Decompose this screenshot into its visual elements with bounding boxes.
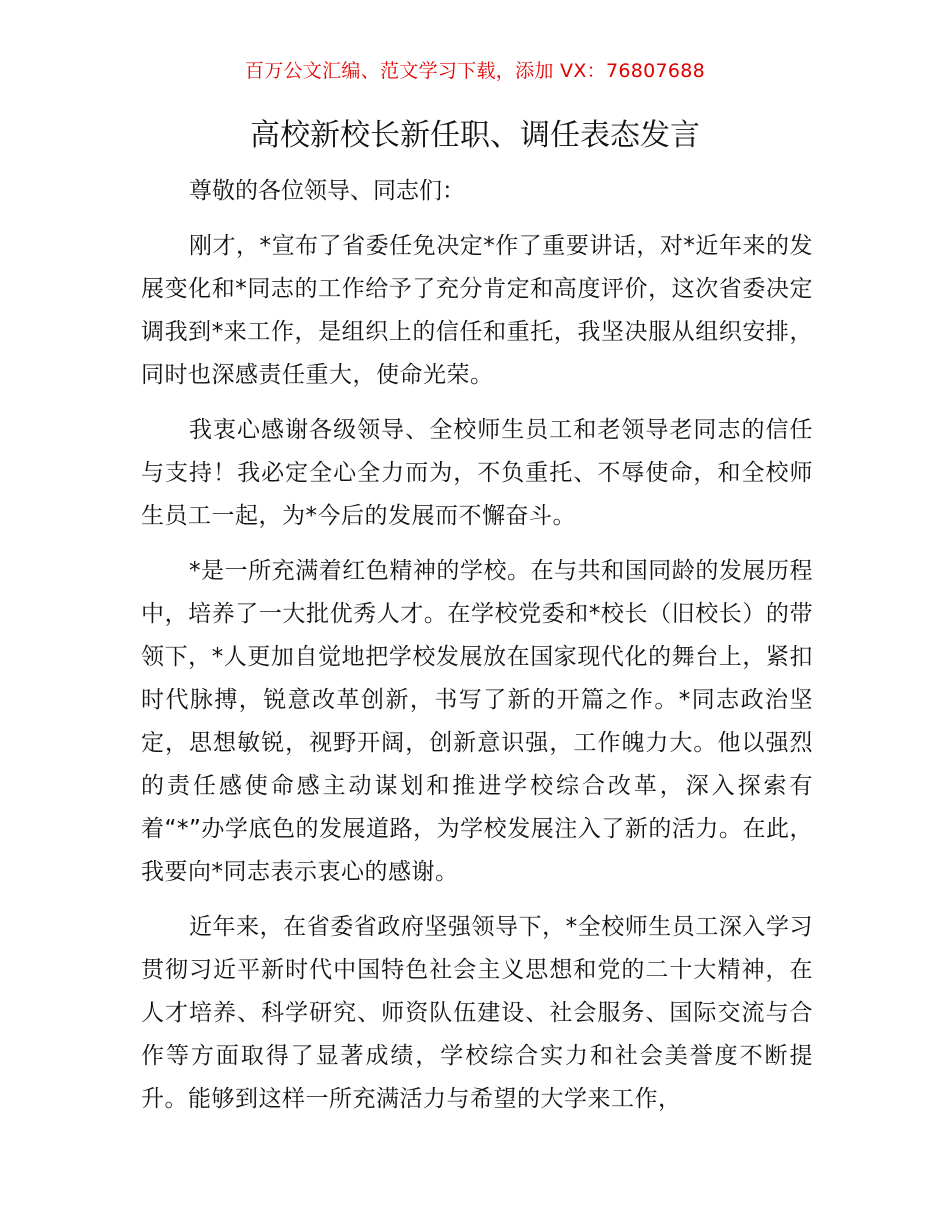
- paragraph-4: 近年来，在省委省政府坚强领导下，*全校师生员工深入学习贯彻习近平新时代中国特色社会主义思想和党的二十大精神，在人才培养、科学研究、师资队伍建设、社会服务、国际交流与合作等方面取得了显著成绩，学校综合实力和社会美誉度不断提升。能够到这样一所充满活力与希望的大学来工作，: [141, 914, 813, 1112]
- salutation: 尊敬的各位领导、同志们：: [189, 178, 465, 204]
- document-title: 高校新校长新任职、调任表态发言: [250, 118, 700, 153]
- watermark-banner: 百万公文汇编、范文学习下载，添加 VX：76807688: [244, 60, 706, 82]
- document-body: [141, 170, 813, 1121]
- paragraph-3: *是一所充满着红色精神的学校。在与共和国同龄的发展历程中，培养了一大批优秀人才。在学校党委和*校长（旧校长）的带领下，*人更加自觉地把学校发展放在国家现代化的舞台上，紧扣时代脉搏，锐意改革创新，书写了新的开篇之作。*同志政治坚定，思想敏锐，视野开阔，创新意识强，工作魄力大。他以强烈的责任感使命感主动谋划和推进学校综合改革，深入探索有着“*”办学底色的发展道路，为学校发展注入了新的活力。在此，我要向*同志表示衷心的感谢。: [141, 558, 813, 885]
- paragraph-2: 我衷心感谢各级领导、全校师生员工和老领导老同志的信任与支持！我必定全心全力而为，不负重托、不辱使命，和全校师生员工一起，为*今后的发展而不懈奋斗。: [141, 417, 813, 529]
- paragraph-1: 刚才，*宣布了省委任免决定*作了重要讲话，对*近年来的发展变化和*同志的工作给予了充分肯定和高度评价，这次省委决定调我到*来工作，是组织上的信任和重托，我坚决服从组织安排，同时也深感责任重大，使命光荣。: [141, 233, 813, 388]
